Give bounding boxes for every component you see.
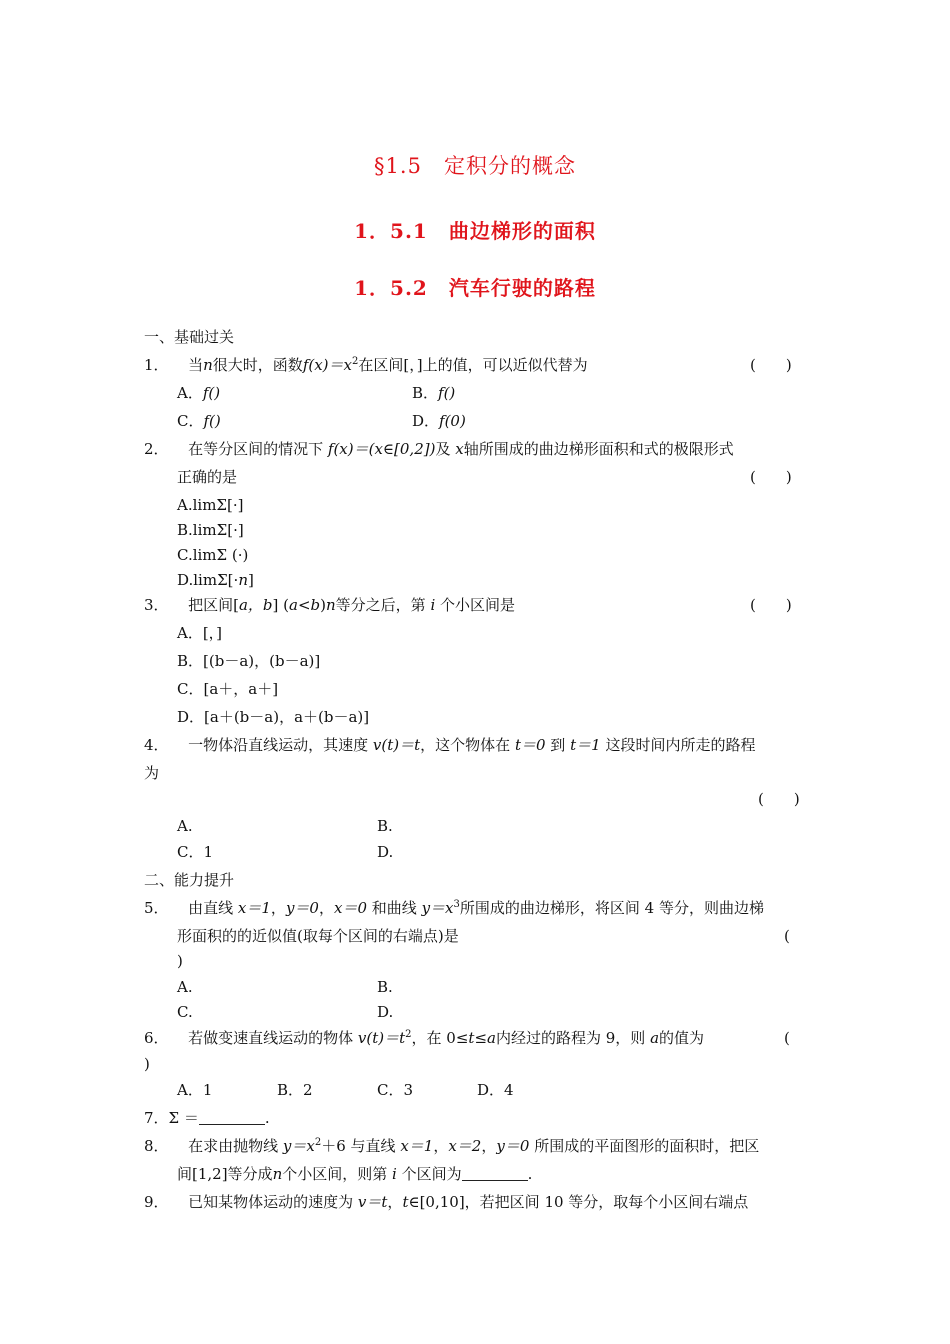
math-expr: x＝1 (237, 899, 271, 917)
option-label: D． (412, 412, 440, 430)
option-a: A. (177, 978, 193, 996)
option-a: A.limΣ[·] (177, 496, 244, 514)
text: 由直线 (188, 899, 234, 917)
question-8 (144, 1136, 759, 1156)
math-expr: x＝2 (448, 1137, 482, 1155)
question-1 (144, 355, 588, 375)
option-c (177, 411, 221, 431)
answer-bracket: ( ) (750, 596, 792, 614)
answer-bracket: ( ) (758, 790, 800, 808)
option-c: C．3 (377, 1081, 414, 1099)
text: ， (318, 899, 334, 917)
option-d: D. (377, 843, 394, 861)
math-expr: a<b (289, 596, 321, 614)
text: . (264, 1109, 270, 1127)
text: 和曲线 (371, 899, 417, 917)
answer-blank[interactable] (462, 1166, 528, 1181)
text: 个区间为 (401, 1165, 462, 1183)
question-number: 1． (144, 356, 169, 374)
text: 在等分区间的情况下 (188, 440, 324, 458)
option-a: A．[，] (177, 624, 223, 642)
text: 个小区间是 (440, 596, 516, 614)
text: ) (320, 596, 326, 614)
question-number: 6． (144, 1029, 169, 1047)
text: 所围成的曲边梯形，将区间 4 等分，则曲边梯 (459, 899, 764, 917)
question-2-line2: 正确的是 (177, 468, 238, 486)
math-expr: v(t)＝t (357, 1029, 406, 1047)
text: ， (481, 1137, 497, 1155)
question-4-line2: 为 (144, 764, 160, 782)
math-var: a (650, 1029, 660, 1047)
answer-bracket-close: ) (177, 952, 183, 970)
text: 所围成的平面图形的面积时，把区 (534, 1137, 760, 1155)
question-number: 8． (144, 1137, 169, 1155)
option-c: C．[a＋，a＋] (177, 680, 279, 698)
text: 在区间[，]上的值，可以近似代替为 (358, 356, 588, 374)
text: 在求由抛物线 (188, 1137, 279, 1155)
option-d: D．[a＋(b－a)，a＋(b－a)] (177, 708, 370, 726)
text: ， (433, 1137, 449, 1155)
option-b: B.limΣ[·] (177, 521, 244, 539)
math-expr: x＝1 (400, 1137, 434, 1155)
text: 轴所围成的曲边梯形面积和式的极限形式 (463, 440, 734, 458)
option-text: D.limΣ[· (177, 571, 239, 589)
math-var: n (272, 1165, 283, 1183)
option-d (177, 570, 254, 590)
question-9 (144, 1192, 748, 1212)
question-number: 2． (144, 440, 169, 458)
option-label: A． (177, 384, 203, 402)
answer-bracket: ( ) (750, 356, 792, 374)
section-heading-advanced: 二、能力提升 (144, 871, 235, 889)
question-7 (144, 1108, 270, 1128)
text: Σ ＝ (168, 1109, 199, 1127)
option-c: C.limΣ (·) (177, 546, 249, 564)
question-4 (144, 735, 755, 755)
math-expr: v＝t (357, 1193, 388, 1211)
exponent: 2 (405, 1029, 412, 1040)
math-expr: v(t)＝t (372, 736, 421, 754)
question-number: 7． (144, 1109, 169, 1127)
text: 等分之后，第 (335, 596, 426, 614)
text: 个小区间，则第 (282, 1165, 388, 1183)
text: 这段时间内所走的路程 (605, 736, 756, 754)
option-label: B． (412, 384, 439, 402)
answer-blank[interactable] (199, 1110, 265, 1125)
option-c: C. (177, 1003, 193, 1021)
question-8-line2 (177, 1164, 532, 1184)
text: 及 (435, 440, 451, 458)
math-var: n (238, 571, 248, 589)
math-var: i (430, 596, 436, 614)
option-text: ] (247, 571, 254, 589)
option-value: f() (202, 384, 221, 402)
answer-bracket-close: ) (144, 1055, 150, 1073)
option-a: A. (177, 817, 193, 835)
math-var: f (302, 356, 309, 374)
text: 若做变速直线运动的物体 (188, 1029, 354, 1047)
text: ≤ (474, 1029, 488, 1047)
exponent: 3 (453, 899, 460, 910)
option-b: B. (377, 817, 393, 835)
text: 间[1,2]等分成 (177, 1165, 273, 1183)
text: ] ( (272, 596, 289, 614)
math-var: t (468, 1029, 475, 1047)
answer-bracket: ( ) (750, 468, 792, 486)
math-expr: y＝0 (285, 899, 319, 917)
math-var: x (455, 440, 464, 458)
text: 把区间[ (188, 596, 239, 614)
section-title: §1.5 定积分的概念 (374, 154, 576, 178)
question-3 (144, 595, 515, 615)
option-b: B. (377, 978, 393, 996)
option-d (412, 411, 466, 431)
text: 一物体沿直线运动，其速度 (188, 736, 369, 754)
text: 当 (188, 356, 204, 374)
subsection-title-1: 1．5.1 曲边梯形的面积 (354, 219, 596, 243)
text: ∈[0,10]，若把区间 10 等分，取每个小区间右端点 (408, 1193, 749, 1211)
option-d: D．4 (477, 1081, 514, 1099)
question-5 (144, 898, 764, 918)
answer-bracket-open: ( (784, 1029, 790, 1047)
text: 的值为 (659, 1029, 705, 1047)
math-var: a (487, 1029, 496, 1047)
math-expr: y＝x (421, 899, 454, 917)
option-value: f() (203, 412, 221, 430)
section-heading-basic: 一、基础过关 (144, 328, 235, 346)
math-expr: (x)＝x (308, 356, 352, 374)
math-expr: f(x)＝(x∈[0,2]) (327, 440, 436, 458)
text: ， (270, 899, 286, 917)
text: 已知某物体运动的速度为 (188, 1193, 354, 1211)
text: ＋6 与直线 (321, 1137, 396, 1155)
text: ，这个物体在 (420, 736, 511, 754)
option-b (412, 383, 455, 403)
question-number: 4． (144, 736, 169, 754)
option-value: f(0) (439, 412, 466, 430)
math-var: n (325, 596, 336, 614)
option-d: D. (377, 1003, 394, 1021)
math-expr: y＝0 (496, 1137, 530, 1155)
math-var: i (392, 1165, 397, 1183)
text: . (527, 1165, 533, 1183)
option-a: A．1 (177, 1081, 213, 1099)
question-number: 5． (144, 899, 169, 917)
text: 很大时，函数 (212, 356, 303, 374)
option-label: C． (177, 412, 204, 430)
math-expr: t＝0 (514, 736, 546, 754)
math-var: t (402, 1193, 409, 1211)
text: 到 (550, 736, 566, 754)
question-2 (144, 439, 734, 459)
question-number: 3． (144, 596, 169, 614)
question-number: 9． (144, 1193, 169, 1211)
math-expr: t＝1 (570, 736, 601, 754)
option-c: C．1 (177, 843, 214, 861)
text: ， (387, 1193, 403, 1211)
option-value: f() (438, 384, 456, 402)
question-6 (144, 1028, 704, 1048)
text: 内经过的路程为 9，则 (495, 1029, 646, 1047)
option-a (177, 383, 220, 403)
question-5-line2: 形面积的的近似值(取每个区间的右端点)是 (177, 927, 459, 945)
option-b: B．2 (277, 1081, 313, 1099)
subsection-title-2: 1．5.2 汽车行驶的路程 (354, 276, 596, 300)
exponent: 2 (314, 1137, 322, 1148)
math-var: n (203, 356, 213, 374)
answer-bracket-open: ( (784, 927, 790, 945)
option-b: B．[(b－a)，(b－a)] (177, 652, 321, 670)
math-expr: a，b (238, 596, 273, 614)
math-expr: y＝x (282, 1137, 315, 1155)
math-expr: x＝0 (333, 899, 367, 917)
text: ，在 0≤ (411, 1029, 469, 1047)
exponent: 2 (352, 356, 359, 367)
